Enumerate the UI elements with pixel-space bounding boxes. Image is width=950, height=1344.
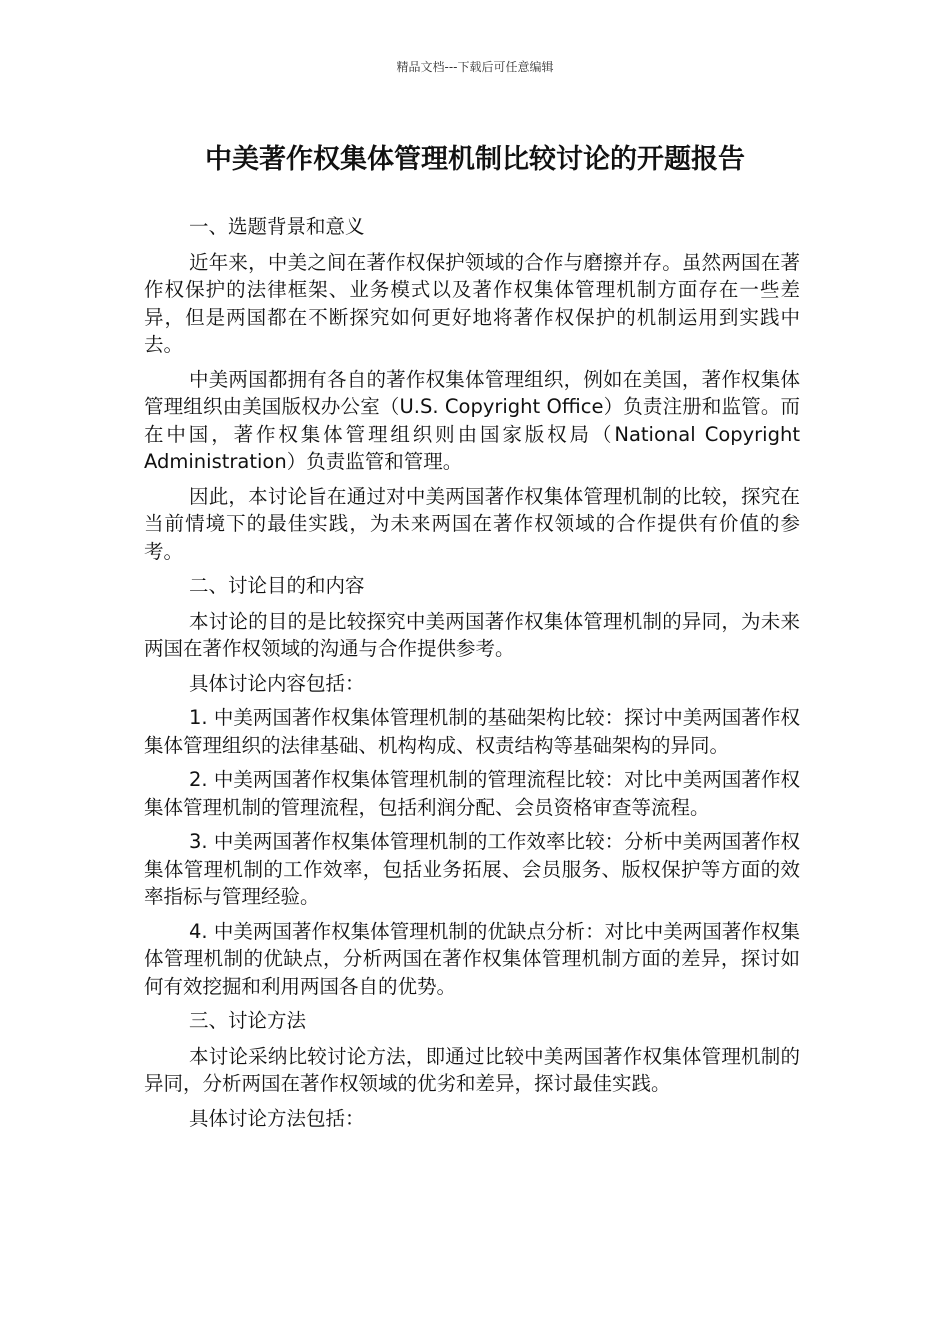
list-item: 2. 中美两国著作权集体管理机制的管理流程比较：对比中美两国著作权集体管理机制的管理流程，包括利润分配、会员资格审查等流程。	[144, 768, 800, 819]
paragraph: 具体讨论内容包括：	[189, 671, 365, 695]
paragraph: 因此，本讨论旨在通过对中美两国著作权集体管理机制的比较，探究在当前情境下的最佳实践，为未来两国在著作权领域的合作提供有价值的参考。	[144, 484, 800, 563]
section-heading-background: 一、选题背景和意义	[189, 215, 365, 238]
list-item: 3. 中美两国著作权集体管理机制的工作效率比较：分析中美两国著作权集体管理机制的工作效率，包括业务拓展、会员服务、版权保护等方面的效率指标与管理经验。	[144, 830, 800, 908]
paragraph: 本讨论的目的是比较探究中美两国著作权集体管理机制的异同，为未来两国在著作权领域的沟通与合作提供参考。	[144, 609, 800, 660]
paragraph: 中美两国都拥有各自的著作权集体管理组织，例如在美国，著作权集体管理组织由美国版权办公室（U.S. Copyright Office）负责注册和监管。而在中国，著作权集体管理组织则由国家版权局（National Copyright Administration）负责监管和管理。	[144, 367, 800, 473]
paragraph: 具体讨论方法包括：	[189, 1106, 365, 1130]
paragraph: 本讨论采纳比较讨论方法，即通过比较中美两国著作权集体管理机制的异同，分析两国在著作权领域的优劣和差异，探讨最佳实践。	[144, 1044, 800, 1095]
section-heading-method: 三、讨论方法	[189, 1009, 307, 1032]
document-body	[144, 213, 800, 1139]
list-item: 4. 中美两国著作权集体管理机制的优缺点分析：对比中美两国著作权集体管理机制的优缺点，分析两国在著作权集体管理机制方面的差异，探讨如何有效挖掘和利用两国各自的优势。	[144, 919, 800, 998]
section-heading-purpose: 二、讨论目的和内容	[189, 574, 365, 597]
document-title: 中美著作权集体管理机制比较讨论的开题报告	[205, 144, 745, 175]
page-header-note: 精品文档---下载后可任意编辑	[396, 60, 554, 74]
list-item: 1. 中美两国著作权集体管理机制的基础架构比较：探讨中美两国著作权集体管理组织的法律基础、机构构成、权责结构等基础架构的异同。	[144, 706, 800, 757]
paragraph: 近年来，中美之间在著作权保护领域的合作与磨擦并存。虽然两国在著作权保护的法律框架、业务模式以及著作权集体管理机制方面存在一些差异，但是两国都在不断探究如何更好地将著作权保护的机制运用到实践中去。	[144, 250, 800, 356]
